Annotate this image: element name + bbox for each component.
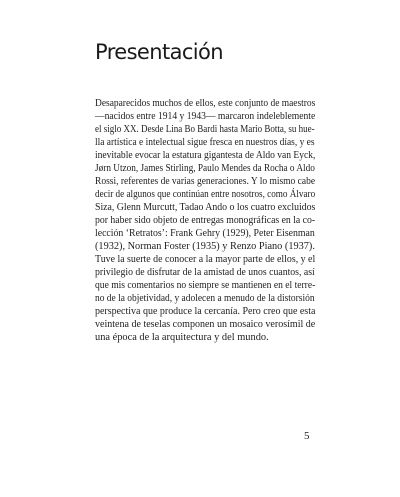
text-line: una época de la arquitectura y del mundo.: [95, 332, 269, 343]
text-line: lla artística e intelectual sigue fresca en nuestros días, y es: [95, 137, 315, 148]
page-number: 5: [304, 430, 310, 442]
text-line: Jørn Utzon, James Stirling, Paulo Mendes da Rocha o Aldo: [95, 163, 315, 174]
text-line: que mis comentarios no siempre se mantienen en el terre-: [95, 280, 316, 291]
text-line: perspectiva que produce la cercanía. Pero creo que esta: [95, 306, 316, 317]
text-line: Rossi, referentes de varias generaciones. Y lo mismo cabe: [95, 176, 316, 187]
text-line: el siglo XX. Desde Lina Bo Bardi hasta Mario Botta, su hue-: [95, 124, 315, 135]
text-line: (1932), Norman Foster (1935) y Renzo Piano (1937).: [95, 241, 315, 252]
text-line: lección ‘Retratos’: Frank Gehry (1929), Peter Eisenman: [95, 228, 315, 239]
text-line: privilegio de disfrutar de la amistad de unos cuantos, así: [95, 267, 315, 278]
text-line: no de la objetividad, y adolecen a menudo de la distorsión: [95, 293, 315, 304]
text-line: Siza, Glenn Murcutt, Tadao Ando o los cuatro excluidos: [95, 202, 316, 213]
text-line: —nacidos entre 1914 y 1943— marcaron indeleblemente: [95, 111, 316, 122]
text-line: veintena de teselas componen un mosaico verosímil de: [95, 319, 316, 330]
text-line: decir de algunos que continúan entre nosotros, como Álvaro: [95, 189, 316, 200]
body-paragraph: [95, 97, 315, 344]
text-line: inevitable evocar la estatura gigantesta de Aldo van Eyck,: [95, 150, 316, 161]
text-line: por haber sido objeto de entregas monográficas en la co-: [95, 215, 316, 226]
page-title: Presentación: [95, 40, 223, 64]
text-line: Desaparecidos muchos de ellos, este conjunto de maestros: [95, 98, 316, 109]
text-line: Tuve la suerte de conocer a la mayor parte de ellos, y el: [95, 254, 316, 265]
